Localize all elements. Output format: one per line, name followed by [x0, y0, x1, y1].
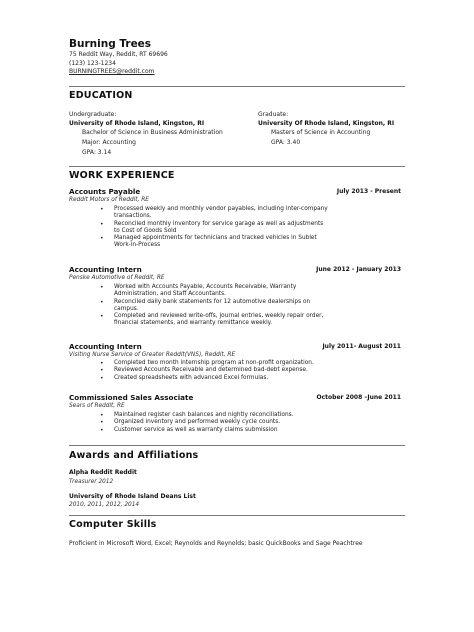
- undergrad-school: University of Rhode Island, Kingston, RI: [69, 120, 205, 127]
- skills-heading: Computer Skills: [69, 519, 157, 530]
- list-item: • Created spreadsheets with advanced Excel formulas.: [100, 375, 350, 382]
- award-name: University of Rhode Island Deans List: [69, 493, 196, 500]
- undergrad-major: Major: Accounting: [82, 139, 136, 146]
- award-detail: Treasurer 2012: [69, 479, 114, 485]
- job-dates: July 2013 - Present: [336, 188, 401, 195]
- grad-label: Graduate:: [258, 111, 289, 118]
- list-item: • Worked with Accounts Payable, Accounts Receivable, Warranty Administration, and Staff Accountants.: [100, 284, 330, 299]
- job-title: Accounting Intern: [69, 342, 142, 351]
- list-item: • Completed and reviewed write-offs, journal entries, weekly repair order, financial statements, and warranty remittance weekly.: [100, 313, 330, 328]
- job-dates: July 2011- August 2011: [322, 343, 401, 350]
- list-item: • Reviewed Accounts Receivable and determined bad-debt expense.: [100, 367, 350, 374]
- job-employer: Reddit Motors of Reddit, RE: [69, 197, 149, 203]
- phone: (123) 123-1234: [69, 60, 116, 67]
- list-item: • Reconciled daily bank statements for 12 automotive dealerships on campus.: [100, 299, 330, 314]
- email-link[interactable]: BURNINGTREES@reddit.com: [69, 68, 155, 75]
- award-name: Alpha Reddit Reddit: [69, 469, 137, 476]
- address: 75 Reddit Way, Reddit, RT 69696: [69, 51, 168, 58]
- undergrad-gpa: GPA: 3.14: [82, 149, 112, 156]
- work-heading: WORK EXPERIENCE: [69, 170, 175, 181]
- candidate-name: Burning Trees: [69, 38, 152, 50]
- job-employer: Sears of Reddit, RE: [69, 403, 125, 409]
- job-dates: October 2008 –June 2011: [316, 394, 401, 401]
- undergrad-degree: Bachelor of Science in Business Administration: [82, 129, 223, 136]
- job-bullets: [100, 206, 330, 250]
- list-item: • Maintained register cash balances and nightly reconciliations.: [100, 412, 350, 419]
- list-item: • Organized inventory and performed weekly cycle counts.: [100, 419, 350, 426]
- job-bullets: [100, 284, 330, 328]
- list-item: • Managed appointments for technicians and tracked vehicles in Sublet Work-in-Process: [100, 235, 330, 250]
- job-employer: Penske Automotive of Reddit, RE: [69, 275, 165, 281]
- list-item: • Processed weekly and monthly vendor payables, including inter-company transactions.: [100, 206, 330, 221]
- award-detail: 2010, 2011, 2012, 2014: [69, 502, 140, 508]
- job-dates: June 2012 - January 2013: [316, 266, 401, 273]
- job-bullets: [100, 360, 350, 382]
- education-heading: EDUCATION: [69, 90, 133, 101]
- grad-degree: Masters of Science in Accounting: [271, 129, 371, 136]
- skills-text: Proficient in Microsoft Word, Excel; Reynolds and Reynolds; basic QuickBooks and Sage Peachtree: [69, 540, 363, 547]
- grad-school: University Of Rhode Island, Kingston, RI: [258, 120, 395, 127]
- job-title: Commissioned Sales Associate: [69, 393, 194, 402]
- divider: [69, 515, 405, 516]
- job-employer: Visiting Nurse Service of Greater Reddit(VNS), Reddit, RE: [69, 352, 236, 358]
- divider: [69, 86, 405, 87]
- list-item: • Reconciled monthly inventory for service garage as well as adjustments to Cost of Goods Sold: [100, 221, 330, 236]
- grad-gpa: GPA: 3.40: [271, 139, 301, 146]
- job-title: Accounting Intern: [69, 265, 142, 274]
- divider: [69, 166, 405, 167]
- list-item: • Completed two month internship program at non-profit organization.: [100, 360, 350, 367]
- list-item: • Customer service as well as warranty claims submission: [100, 427, 350, 434]
- divider: [69, 445, 405, 446]
- job-title: Accounts Payable: [69, 187, 141, 196]
- awards-heading: Awards and Affiliations: [69, 450, 199, 461]
- job-bullets: [100, 412, 350, 434]
- undergrad-label: Undergraduate:: [69, 111, 117, 118]
